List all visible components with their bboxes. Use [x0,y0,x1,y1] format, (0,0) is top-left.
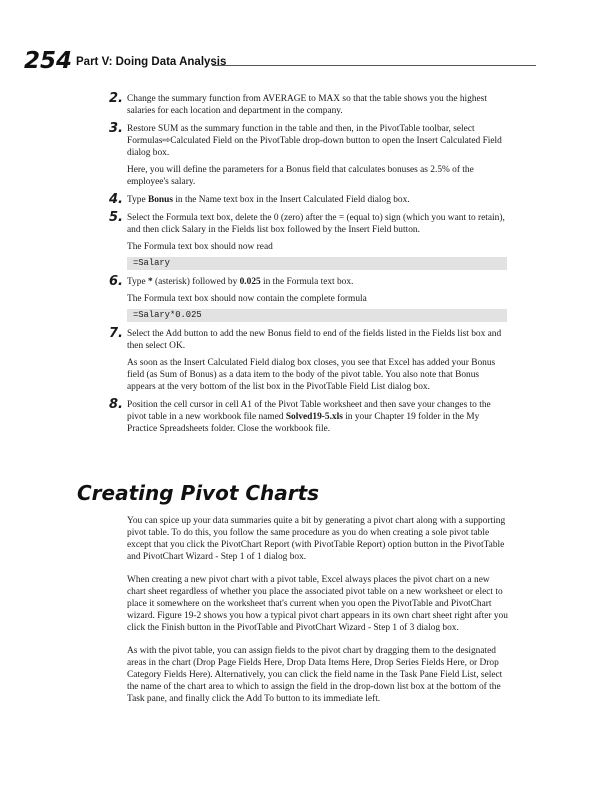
step-text: Type * (asterisk) followed by 0.025 in the Formula text box. [127,277,354,287]
step-text: Position the cell cursor in cell A1 of the Pivot Table worksheet and then save your changes to the pivot table in a new workbook file named Solved19-5.xls in your Chapter 19 folder in the My Practice Spreadsheets folder. Close the workbook file. [127,400,491,434]
body-paragraph: When creating a new pivot chart with a pivot table, Excel always places the pivot chart on a new chart sheet regardless of whether you place the associated pivot table on a new worksheet or elect to place it somewhere on the worksheet that's current when you open the PivotTable and PivotChart wizard. Figure 19-2 shows you how a typical pivot chart appears in its own chart sheet right after you click the Finish button in the PivotTable and PivotChart Wizard - Step 1 of 3 dialog box. [127,575,508,633]
bold-term: * [147,277,153,287]
step-note: The Formula text box should now contain the complete formula [127,294,367,304]
step-number: 2. [109,91,123,106]
step-text: Restore SUM as the summary function in the table and then, in the PivotTable toolbar, select Formulas⇨Calculated Field on the PivotTable drop-down button to open the Insert Calculated Field dialog box. [127,124,502,158]
bold-term: 0.025 [239,277,261,287]
header-rule [212,65,536,66]
page-number: 254 [24,48,73,74]
numbered-steps [109,91,507,441]
step-text: Select the Add button to add the new Bonus field to end of the fields listed in the Fields list box and then select OK. [127,329,502,351]
step-note: As soon as the Insert Calculated Field dialog box closes, you see that Excel has added your Bonus field (as Sum of Bonus) as a data item to the body of the pivot table. You also note that Bonus appears at the very bottom of the list box in the PivotTable Field List dialog box. [127,358,496,392]
body-paragraph: As with the pivot table, you can assign fields to the pivot chart by dragging them to the designated areas in the chart (Drop Page Fields Here, Drop Data Items Here, Drop Series Fields Here, or Drop Category Fields Here). Alternatively, you can click the field name in the Task Pane Field List, select the name of the chart area to which to assign the field in the drop-down list box at the bottom of the Task pane, and finally click the Add To button to its immediate left. [127,646,503,704]
step-number: 7. [109,326,123,341]
step-5 [109,210,507,270]
code-formula: =Salary*0.025 [127,309,507,322]
page-header [24,47,536,77]
step-note: Here, you will define the parameters for a Bonus field that calculates bonuses as 2.5% of the employee's salary. [127,165,474,187]
section-heading: Creating Pivot Charts [77,481,320,505]
step-8 [109,397,507,435]
step-note: The Formula text box should now read [127,242,273,252]
step-4 [109,192,507,207]
step-number: 4. [109,192,123,207]
step-2 [109,91,507,117]
step-3 [109,121,507,188]
code-formula: =Salary [127,257,507,270]
part-title: Part V: Doing Data Analysis [76,56,227,68]
step-text: Type Bonus in the Name text box in the Insert Calculated Field dialog box. [127,195,410,205]
step-number: 8. [109,397,123,412]
step-number: 5. [109,210,123,225]
bold-term: Bonus [147,195,173,205]
section-body [127,515,509,705]
step-7 [109,326,507,393]
step-6 [109,274,507,322]
body-paragraph: You can spice up your data summaries quite a bit by generating a pivot chart along with a supporting pivot table. To do this, you follow the same procedure as you do when creating a sole pivot table except that you click the PivotChart Report (with PivotTable Report) option button in the PivotTable and PivotChart Wizard - Step 1 of 1 dialog box. [127,516,506,562]
bold-term: Solved19-5.xls [285,412,343,422]
step-number: 3. [109,121,123,136]
step-text: Change the summary function from AVERAGE to MAX so that the table shows you the highest salaries for each location and department in the company. [127,94,487,116]
step-number: 6. [109,274,123,289]
step-text: Select the Formula text box, delete the 0 (zero) after the = (equal to) sign (which you want to retain), and then click Salary in the Fields list box followed by the Insert Field button. [127,213,505,235]
